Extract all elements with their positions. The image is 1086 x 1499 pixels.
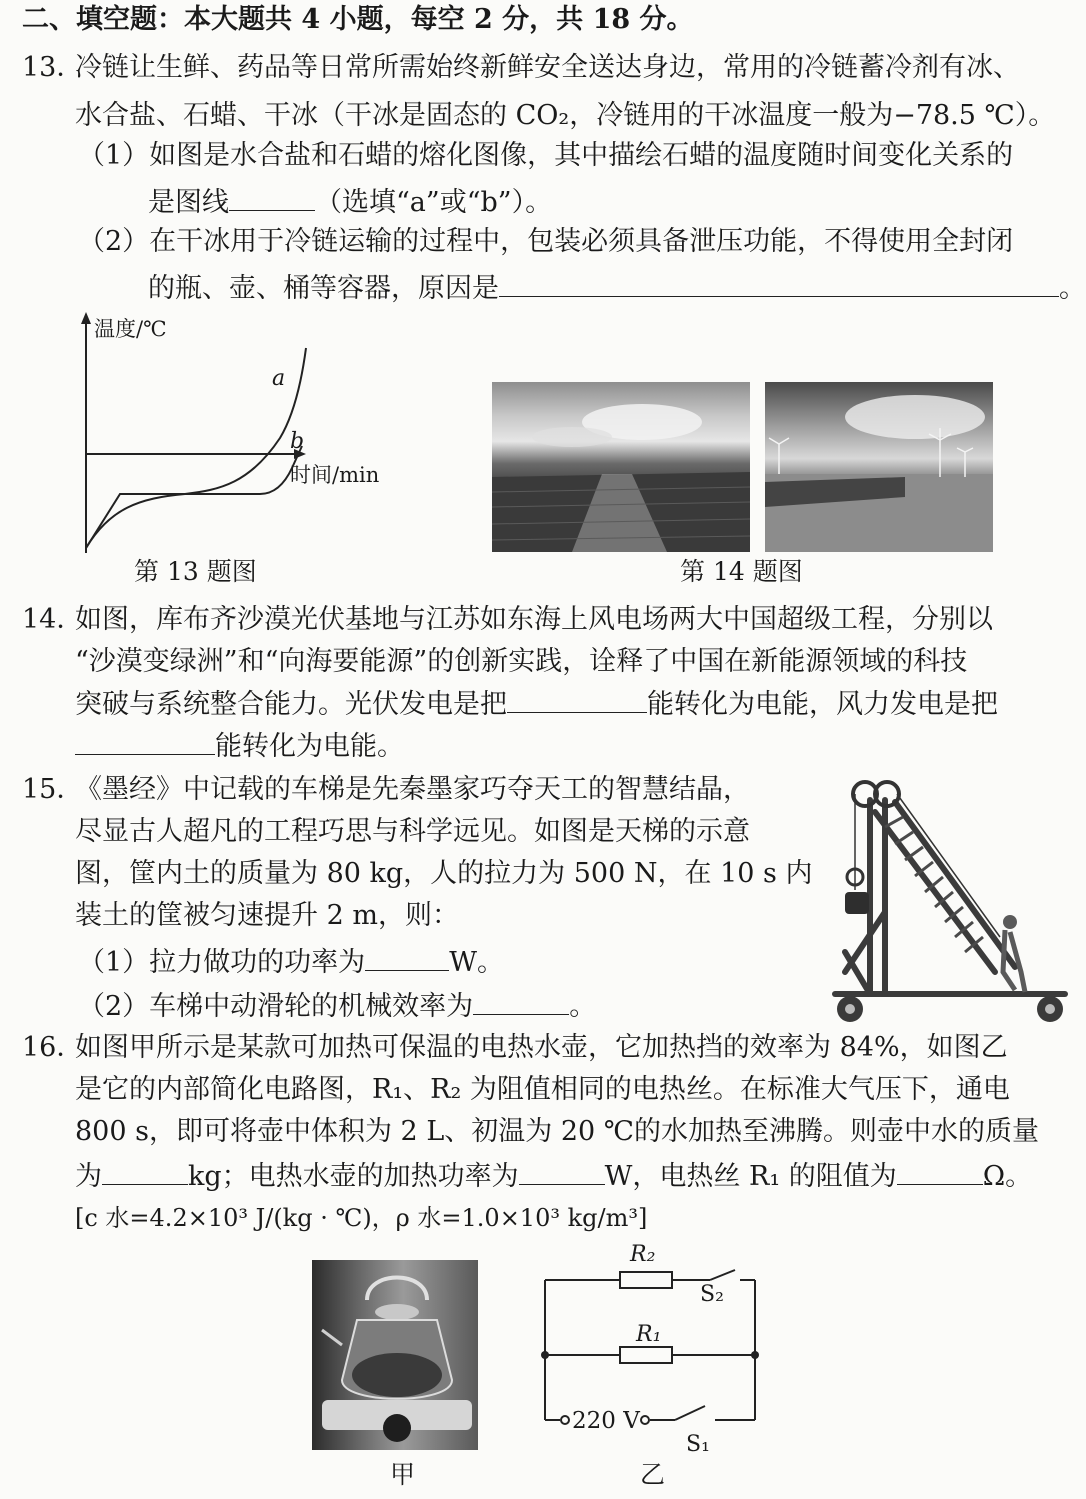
q15-part1-pre: （1）拉力做功的功率为: [78, 947, 366, 978]
q15-part1: [78, 940, 504, 983]
q16-line-1: 如图甲所示是某款可加热可保温的电热水壶，它加热挡的效率为 84%，如图乙: [75, 1032, 1008, 1063]
circuit-label-s1: S₁: [686, 1432, 710, 1457]
q13-number: 13．: [22, 52, 84, 83]
offshore-wind-photo: [765, 382, 993, 552]
q16-constants: [c 水=4.2×10³ J/(kg · ℃)，ρ 水=1.0×10³ kg/m³]: [75, 1204, 648, 1232]
q13-figure-caption: 第 13 题图: [134, 557, 257, 586]
fig-jia-label: 甲: [390, 1460, 416, 1489]
q13-graph-ylabel: 温度/℃: [94, 317, 167, 341]
q13-part2-answer-blank[interactable]: [499, 266, 1059, 297]
circuit-label-s2: S₂: [700, 1282, 724, 1307]
q15-line-2: 尽显古人超凡的工程巧思与科学远见。如图是天梯的示意: [75, 816, 750, 847]
q14-answer-blank-2[interactable]: [75, 724, 215, 755]
q13-part1-text-post: （选填“a”或“b”）。: [315, 187, 553, 218]
q13-part2-text-post: 。: [1059, 273, 1086, 304]
circuit-label-r1: R₁: [636, 1322, 662, 1347]
q14-line-4: [75, 724, 404, 767]
q15-line-4: 装土的筐被匀速提升 2 m，则：: [75, 900, 459, 931]
q13-part1-line-1: （1）如图是水合盐和石蜡的熔化图像，其中描绘石蜡的温度随时间变化关系的: [78, 140, 1014, 171]
q16-line-4-b: kg；电热水壶的加热功率为: [188, 1161, 519, 1192]
q13-graph-xlabel: 时间/min: [290, 463, 380, 487]
q15-part1-answer-blank[interactable]: [365, 940, 449, 971]
q15-part2-post: 。: [569, 991, 597, 1022]
q15-part2-answer-blank[interactable]: [473, 984, 569, 1015]
electric-kettle-photo: [312, 1260, 478, 1450]
q14-line-3: [75, 682, 998, 725]
switch-s1: [675, 1406, 705, 1420]
circuit-label-r2: R₂: [630, 1242, 656, 1267]
q16-line-4-a: 为: [75, 1161, 102, 1192]
q13-curve-b-label: b: [290, 429, 305, 454]
q16-line-2: 是它的内部简化电路图，R₁、R₂ 为阻值相同的电热丝。在标准大气压下，通电: [75, 1074, 1010, 1105]
circuit-label-source: 220 V: [572, 1408, 640, 1434]
q13-line-1: 冷链让生鲜、药品等日常所需始终新鲜安全送达身边，常用的冷链蓄冷剂有冰、: [75, 52, 1020, 83]
q13-part1-answer-blank[interactable]: [229, 180, 315, 211]
q15-part2: [78, 984, 596, 1027]
q16-number: 16．: [22, 1032, 84, 1063]
q13-part2-text-pre: 的瓶、壶、桶等容器，原因是: [148, 273, 499, 304]
q15-number: 15．: [22, 774, 84, 805]
q16-line-3: 800 s，即可将壶中体积为 2 L、初温为 20 ℃的水加热至沸腾。则壶中水的质量: [75, 1116, 1039, 1147]
q14-line-3-pre: 突破与系统整合能力。光伏发电是把: [75, 689, 507, 720]
fig-yi-label: 乙: [640, 1460, 666, 1489]
q16-line-4-c: W，电热丝 R₁ 的阻值为: [604, 1161, 897, 1192]
q14-number: 14．: [22, 604, 84, 635]
q15-line-3: 图，筐内土的质量为 80 kg，人的拉力为 500 N，在 10 s 内: [75, 858, 813, 889]
q13-curve-a-label: a: [272, 366, 286, 391]
q15-part1-post: W。: [449, 947, 504, 978]
q13-line-2: 水合盐、石蜡、干冰（干冰是固态的 CO₂，冷链用的干冰温度一般为−78.5 ℃）。: [75, 100, 1056, 131]
q16-line-4-d: Ω。: [982, 1161, 1033, 1192]
q14-line-2: “沙漠变绿洲”和“向海要能源”的创新实践，诠释了中国在新能源领域的科技: [75, 646, 968, 677]
q13-part2-line-2: [148, 266, 1086, 309]
resistor-r2: [620, 1272, 672, 1288]
q13-part2-line-1: （2）在干冰用于冷链运输的过程中，包装必须具备泄压功能，不得使用全封闭: [78, 226, 1014, 257]
q15-part2-pre: （2）车梯中动滑轮的机械效率为: [78, 991, 474, 1022]
q14-line-4-post: 能转化为电能。: [215, 731, 404, 762]
q16-answer-blank-mass[interactable]: [102, 1154, 188, 1185]
desert-solar-photo: [492, 382, 750, 552]
section-heading: 二、填空题：本大题共 4 小题，每空 2 分，共 18 分。: [22, 4, 694, 35]
q14-figure-caption: 第 14 题图: [680, 557, 803, 586]
q14-line-3-post: 能转化为电能，风力发电是把: [647, 689, 998, 720]
q16-line-4: [75, 1154, 1032, 1197]
q16-answer-blank-resistance[interactable]: [897, 1154, 983, 1185]
q14-line-1: 如图，库布齐沙漠光伏基地与江苏如东海上风电场两大中国超级工程，分别以: [75, 604, 993, 635]
q13-part1-text-pre: 是图线: [148, 187, 229, 218]
ladder-cart-illustration: [825, 772, 1075, 1027]
q15-line-1: 《墨经》中记载的车梯是先秦墨家巧夺天工的智慧结晶，: [75, 774, 750, 805]
q13-part1-line-2: [148, 180, 552, 223]
q16-answer-blank-power[interactable]: [519, 1154, 605, 1185]
q14-answer-blank-1[interactable]: [507, 682, 647, 713]
